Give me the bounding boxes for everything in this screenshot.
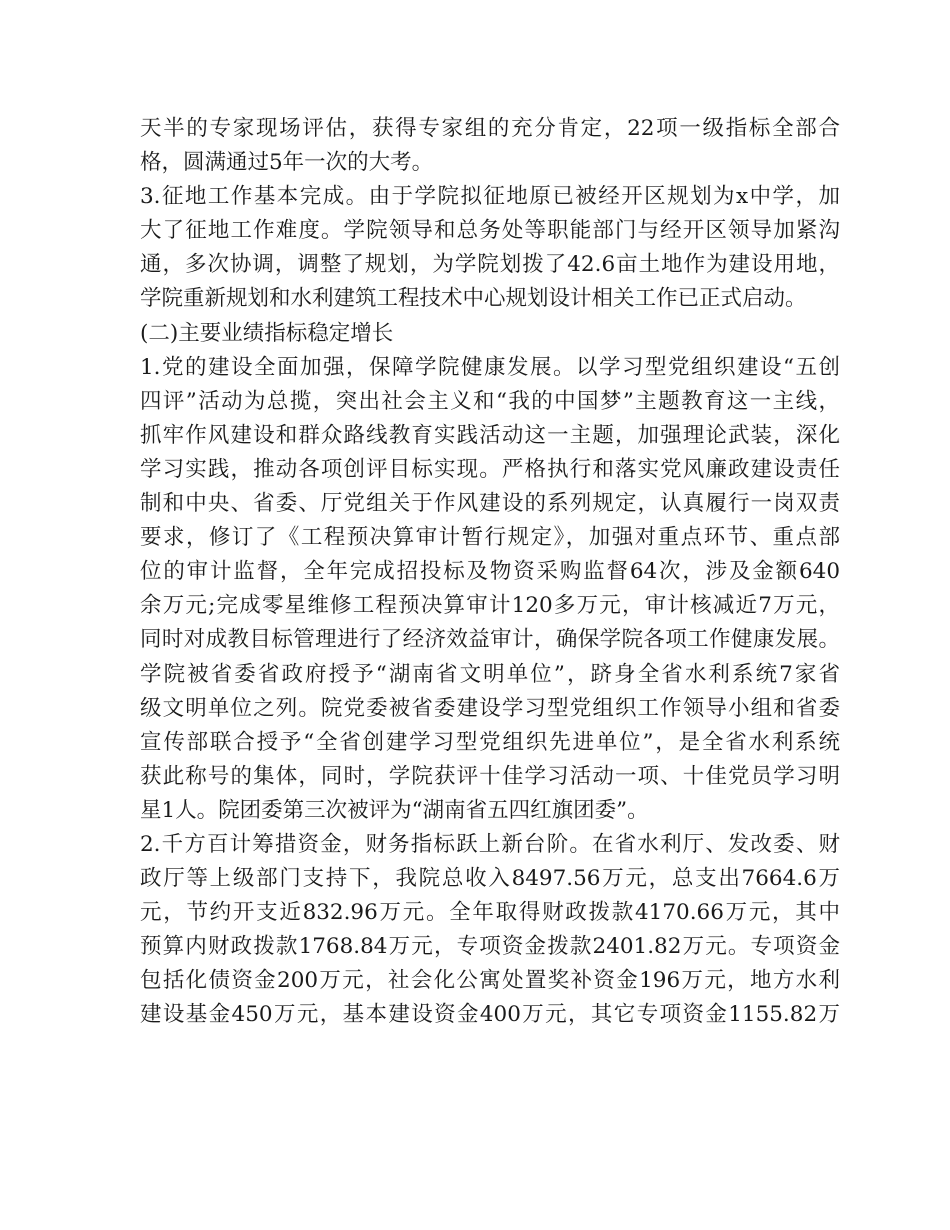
text-line: 位的审计监督，全年完成招投标及物资采购监督64次，涉及金额640 <box>140 559 840 585</box>
text-line: 抓牢作风建设和群众路线教育实践活动这一主题，加强理论武装，深化 <box>140 422 840 448</box>
text-line: 通，多次协调，调整了规划，为学院划拨了42.6亩土地作为建设用地， <box>140 252 840 278</box>
text-line: 四评”活动为总揽，突出社会主义和“我的中国梦”主题教育这一主线， <box>140 388 840 414</box>
text-line: 建设基金450万元，基本建设资金400万元，其它专项资金1155.82万 <box>140 1002 840 1028</box>
text-line: 星1人。院团委第三次被评为“湖南省五四红旗团委”。 <box>140 797 649 823</box>
text-line: 学习实践，推动各项创评目标实现。严格执行和落实党风廉政建设责任 <box>140 456 840 482</box>
document-body <box>140 112 840 1033</box>
text-line: 包括化债资金200万元，社会化公寓处置奖补资金196万元，地方水利 <box>140 968 840 994</box>
text-line: 学院重新规划和水利建筑工程技术中心规划设计相关工作已正式启动。 <box>140 286 807 312</box>
text-line: 获此称号的集体，同时，学院获评十佳学习活动一项、十佳党员学习明 <box>140 763 840 789</box>
text-line: 大了征地工作难度。学院领导和总务处等职能部门与经开区领导加紧沟 <box>140 218 840 244</box>
text-line: 2.千方百计筹措资金，财务指标跃上新台阶。在省水利厅、发改委、财 <box>140 831 840 857</box>
text-line: 3.征地工作基本完成。由于学院拟征地原已被经开区规划为x中学，加 <box>140 184 840 210</box>
text-line: 要求，修订了《工程预决算审计暂行规定》，加强对重点环节、重点部 <box>140 525 840 551</box>
text-line: 天半的专家现场评估，获得专家组的充分肯定，22项一级指标全部合 <box>140 116 840 141</box>
text-line: (二)主要业绩指标稳定增长 <box>140 320 394 346</box>
text-line: 1.党的建设全面加强，保障学院健康发展。以学习型党组织建设“五创 <box>140 354 840 380</box>
text-line: 元，节约开支近832.96万元。全年取得财政拨款4170.66万元，其中 <box>140 900 840 926</box>
text-line: 余万元;完成零星维修工程预决算审计120多万元，审计核减近7万元， <box>140 593 840 619</box>
text-line: 同时对成教目标管理进行了经济效益审计，确保学院各项工作健康发展。 <box>140 627 840 653</box>
text-line: 政厅等上级部门支持下，我院总收入8497.56万元，总支出7664.6万 <box>140 866 840 892</box>
text-line: 宣传部联合授予“全省创建学习型党组织先进单位”，是全省水利系统 <box>140 729 840 755</box>
text-line: 格，圆满通过5年一次的大考。 <box>140 150 434 176</box>
text-line: 预算内财政拨款1768.84万元，专项资金拨款2401.82万元。专项资金 <box>140 934 840 960</box>
text-line: 学院被省委省政府授予“湖南省文明单位”，跻身全省水利系统7家省 <box>140 661 840 687</box>
text-line: 制和中央、省委、厅党组关于作风建设的系列规定，认真履行一岗双责 <box>140 491 840 517</box>
text-line: 级文明单位之列。院党委被省委建设学习型党组织工作领导小组和省委 <box>140 695 840 721</box>
